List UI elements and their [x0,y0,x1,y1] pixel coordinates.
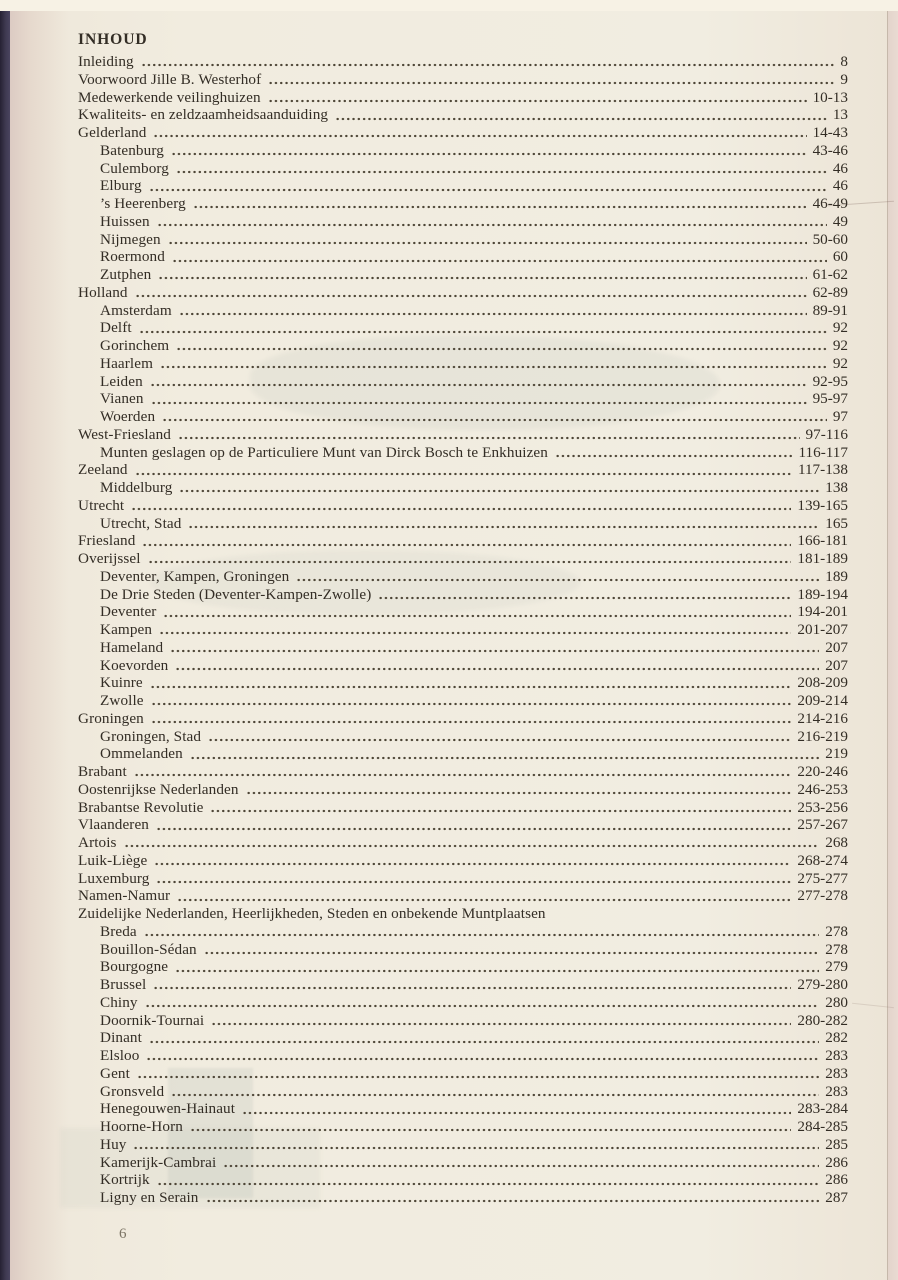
toc-entry-label: Friesland [78,532,136,550]
toc-entry-label: Ommelanden [100,745,183,763]
toc-entry-pages: 46-49 [812,195,848,212]
toc-entry-pages: 189-194 [797,585,848,603]
toc-row [78,337,848,355]
toc-entry-pages: 207 [825,638,848,656]
toc-entry-label: Medewerkende veilinghuizen [78,88,261,106]
toc-entry-pages: 280-282 [797,1011,848,1029]
toc-row [78,106,848,124]
toc-row [78,71,848,89]
toc-entry-label: Gronsveld [100,1082,165,1100]
dot-leader [157,1171,819,1189]
toc-row [78,870,848,888]
toc-entry-pages: 208-209 [797,674,848,692]
toc-row [78,710,848,728]
dot-leader [168,231,807,249]
toc-entry-label: Luxemburg [78,869,150,887]
toc-row [78,745,848,763]
dot-leader [141,53,835,71]
toc-row [78,816,848,834]
toc-entry-pages: 92-95 [812,372,848,390]
toc-row [78,763,848,781]
dot-leader [246,781,792,799]
toc-entry-pages: 283 [825,1082,848,1100]
toc-entry-pages: 286 [825,1171,848,1189]
toc-entry-pages: 286 [825,1153,848,1171]
toc-row [78,497,848,515]
toc-row [78,177,848,195]
toc-entry-pages: 219 [825,745,848,763]
dot-leader [179,302,807,320]
toc-row [78,799,848,817]
dot-leader [190,1118,791,1136]
toc-row [78,994,848,1012]
toc-row [78,568,848,586]
dot-leader [171,142,807,160]
dot-leader [139,319,827,337]
toc-entry-label: Koevorden [100,656,169,674]
dot-leader [156,816,791,834]
toc-entry-label: Zwolle [100,692,144,709]
dot-leader [268,89,807,107]
toc-row [78,53,848,71]
dot-leader [160,355,827,373]
toc-row [78,976,848,994]
toc-entry-label: Zutphen [100,266,152,283]
toc-entry-label: Zeeland [78,461,128,479]
toc-entry-pages: 275-277 [797,869,848,887]
dot-leader [175,657,819,675]
dot-leader [268,71,834,89]
toc-row [78,231,848,249]
toc-row [78,302,848,320]
dot-leader [150,674,792,692]
toc-row [78,1189,848,1207]
dot-leader [151,710,792,728]
toc-entry-label: Oostenrijkse Nederlanden [78,780,239,798]
toc-entry-label: Gorinchem [100,337,170,354]
dot-leader [211,1012,791,1030]
toc-entry-label: Holland [78,283,128,301]
toc-entry-label: Leiden [100,372,143,390]
toc-entry-label: Groningen, Stad [100,727,202,745]
dot-leader [179,479,819,497]
toc-entry-pages: 246-253 [797,780,848,798]
toc-entry-pages: 285 [825,1135,848,1153]
toc-entry-pages: 8 [840,53,848,70]
toc-entry-label: Zuidelijke Nederlanden, Heerlijkheden, Steden en onbekende Muntplaatsen [78,905,546,922]
toc-entry-pages: 194-201 [797,603,848,621]
toc-row [78,1047,848,1065]
toc-row [78,1171,848,1189]
toc-entry-pages: 207 [825,656,848,674]
toc-entry-pages: 50-60 [812,230,848,248]
toc-entry-label: Doornik-Tournai [100,1011,205,1029]
toc-entry-pages: 10-13 [812,88,848,106]
toc-entry-label: Kuinre [100,674,143,692]
toc-entry-label: De Drie Steden (Deventer-Kampen-Zwolle) [100,585,372,603]
toc-row [78,142,848,160]
dot-leader [378,586,791,604]
dot-leader [154,852,791,870]
dot-leader [176,160,827,178]
toc-entry-label: Nijmegen [100,230,161,248]
toc-entry-pages: 13 [832,106,848,124]
dot-leader [149,177,827,195]
toc-entry-label: Culemborg [100,159,169,177]
toc-row [78,728,848,746]
toc-entry-pages: 46 [832,177,848,195]
toc-entry-pages: 14-43 [812,124,848,141]
table-of-contents [78,53,848,1207]
dot-leader [335,106,827,124]
toc-row [78,1065,848,1083]
toc-entry-label: Utrecht [78,496,125,514]
toc-entry-pages: 287 [825,1189,848,1206]
dot-leader [144,923,819,941]
toc-row [78,1012,848,1030]
dot-leader [146,1047,819,1065]
toc-row [78,319,848,337]
toc-row [78,852,848,870]
toc-entry-pages: 49 [832,212,848,230]
toc-entry-label: Deventer [100,603,157,621]
toc-entry-pages: 60 [832,248,848,266]
toc-row [78,444,848,462]
dot-leader [190,745,819,763]
toc-row [78,1118,848,1136]
toc-entry-label: Luik-Liège [78,851,148,869]
toc-entry-label: Vianen [100,390,144,408]
toc-entry-label: Kortrijk [100,1171,150,1189]
toc-row [78,532,848,550]
toc-entry-label: Vlaanderen [78,816,149,834]
toc-row [78,781,848,799]
folio-page-number: 6 [119,1226,127,1242]
toc-entry-label: Gent [100,1064,130,1082]
toc-row [78,657,848,675]
dot-leader [142,532,791,550]
toc-entry-pages: 95-97 [812,390,848,408]
toc-row [78,958,848,976]
toc-row [78,160,848,178]
toc-entry-pages: 268-274 [797,851,848,869]
toc-entry-pages: 139-165 [797,496,848,514]
toc-entry-pages: 92 [832,337,848,354]
toc-entry-label: Henegouwen-Hainaut [100,1100,236,1118]
toc-entry-pages: 279-280 [797,976,848,993]
dot-leader [153,124,806,142]
toc-entry-label: Huy [100,1135,127,1153]
toc-entry-pages: 9 [840,70,848,88]
dot-leader [176,337,827,355]
dot-leader [148,550,792,568]
dot-leader [193,195,807,213]
toc-entry-pages: 97 [832,408,848,425]
toc-entry-label: Deventer, Kampen, Groningen [100,567,290,585]
toc-row [78,674,848,692]
dot-leader [135,284,807,302]
toc-row [78,248,848,266]
dot-leader [131,497,791,515]
toc-entry-label: Inleiding [78,53,134,70]
toc-entry-pages: 97-116 [805,425,848,443]
toc-row [78,1083,848,1101]
toc-entry-label: Brussel [100,976,147,993]
toc-row [78,621,848,639]
dot-leader [145,994,820,1012]
toc-entry-label: Brabant [78,763,127,780]
toc-row [78,586,848,604]
toc-entry-pages: 181-189 [797,550,848,567]
toc-entry-pages: 62-89 [812,283,848,301]
toc-entry-pages: 283 [825,1064,848,1082]
toc-entry-label: West-Friesland [78,425,171,443]
dot-leader [296,568,819,586]
toc-entry-label: Roermond [100,248,165,266]
toc-entry-label: Elsloo [100,1047,140,1064]
toc-entry-label: Breda [100,922,137,940]
toc-entry-label: Ligny en Serain [100,1189,199,1206]
dot-leader [175,958,819,976]
toc-row [78,213,848,231]
dot-leader [172,248,827,266]
toc-entry-pages: 43-46 [812,141,848,159]
toc-row [78,923,848,941]
page-edge-band [888,11,898,1280]
toc-entry-pages: 277-278 [797,887,848,905]
toc-entry-pages: 209-214 [797,692,848,709]
toc-row [78,1136,848,1154]
toc-entry-label: Namen-Namur [78,887,171,905]
toc-entry-pages: 165 [825,514,848,532]
toc-entry-label: Bouillon-Sédan [100,940,197,958]
toc-entry-pages: 280 [825,993,848,1011]
toc-row [78,834,848,852]
toc-entry-pages: 278 [825,922,848,940]
toc-row [78,1154,848,1172]
toc-entry-label: Chiny [100,993,138,1011]
toc-entry-pages: 61-62 [812,266,848,283]
dot-leader [171,1083,819,1101]
toc-entry-pages: 116-117 [798,443,848,461]
toc-entry-pages: 138 [825,479,848,496]
toc-row [78,426,848,444]
toc-row [78,905,848,923]
toc-entry-label: Elburg [100,177,142,195]
toc-entry-label: Brabantse Revolutie [78,798,204,816]
dot-leader [555,444,793,462]
toc-row [78,408,848,426]
toc-row [78,887,848,905]
toc-entry-label: Kamerijk-Cambrai [100,1153,217,1171]
toc-row [78,89,848,107]
toc-row [78,1100,848,1118]
toc-row [78,195,848,213]
toc-row [78,124,848,142]
book-spine [0,11,10,1280]
dot-leader [162,408,827,426]
toc-entry-pages: 189 [825,567,848,585]
toc-entry-label: Kwaliteits- en zeldzaamheidsaanduiding [78,106,329,124]
toc-entry-label: Haarlem [100,354,153,372]
toc-entry-label: Dinant [100,1029,142,1047]
dot-leader [124,834,820,852]
dot-leader [170,639,819,657]
toc-row [78,266,848,284]
toc-row [78,550,848,568]
toc-entry-pages: 268 [825,834,848,851]
toc-row [78,373,848,391]
toc-entry-pages: 278 [825,940,848,958]
toc-entry-pages: 92 [832,319,848,337]
toc-entry-pages: 257-267 [797,816,848,834]
toc-entry-label: Artois [78,834,117,851]
toc-entry-label: Gelderland [78,124,147,141]
dot-leader [151,692,792,710]
toc-entry-label: Middelburg [100,479,173,496]
toc-row [78,461,848,479]
toc-row [78,639,848,657]
toc-entry-pages: 46 [832,159,848,177]
dot-leader [177,887,791,905]
dot-leader [153,976,791,994]
toc-entry-pages: 220-246 [797,763,848,780]
dot-leader [206,1189,820,1207]
toc-entry-pages: 166-181 [797,532,848,550]
dot-leader [204,941,819,959]
dot-leader [178,426,800,444]
toc-row [78,515,848,533]
toc-entry-label: Delft [100,319,132,337]
toc-entry-pages: 283-284 [797,1100,848,1118]
dot-leader [163,603,791,621]
dot-leader [151,390,807,408]
toc-entry-label: Amsterdam [100,301,172,319]
dot-leader [156,870,791,888]
toc-entry-pages: 216-219 [797,727,848,745]
toc-entry-pages: 117-138 [797,461,848,479]
toc-entry-label: Huissen [100,212,150,230]
toc-entry-label: Woerden [100,408,156,425]
dot-leader [150,373,807,391]
toc-row [78,692,848,710]
dot-leader [242,1100,791,1118]
toc-entry-pages: 279 [825,958,848,976]
toc-entry-pages: 201-207 [797,621,848,638]
toc-entry-label: Overijssel [78,550,141,567]
toc-entry-pages: 284-285 [797,1118,848,1135]
toc-row [78,355,848,373]
toc-entry-pages: 89-91 [812,301,848,319]
page-title: INHOUD [78,31,148,48]
dot-leader [158,266,806,284]
toc-entry-pages: 92 [832,354,848,372]
toc-entry-label: Voorwoord Jille B. Westerhof [78,70,262,88]
toc-entry-label: Hoorne-Horn [100,1118,183,1135]
toc-entry-label: Groningen [78,709,144,727]
gutter-shadow [10,11,68,1280]
dot-leader [210,799,791,817]
toc-entry-label: Bourgogne [100,958,169,976]
toc-entry-pages: 282 [825,1029,848,1047]
toc-entry-label: Batenburg [100,141,164,159]
dot-leader [208,728,791,746]
toc-row [78,390,848,408]
toc-row [78,479,848,497]
toc-row [78,603,848,621]
toc-entry-pages: 283 [825,1047,848,1064]
dot-leader [133,1136,819,1154]
toc-entry-label: Kampen [100,621,153,638]
dot-leader [134,763,792,781]
toc-entry-pages: 214-216 [797,709,848,727]
toc-row [78,941,848,959]
toc-row [78,1029,848,1047]
dot-leader [188,515,819,533]
toc-entry-label: ’s Heerenberg [100,195,186,212]
dot-leader [135,461,792,479]
toc-entry-label: Munten geslagen op de Particuliere Munt van Dirck Bosch te Enkhuizen [100,443,548,461]
toc-entry-label: Utrecht, Stad [100,514,182,532]
dot-leader [159,621,791,639]
dot-leader [157,213,827,231]
dot-leader [223,1154,819,1172]
toc-entry-pages: 253-256 [797,798,848,816]
toc-entry-label: Hameland [100,638,164,656]
dot-leader [137,1065,819,1083]
toc-row [78,284,848,302]
dot-leader [149,1029,819,1047]
